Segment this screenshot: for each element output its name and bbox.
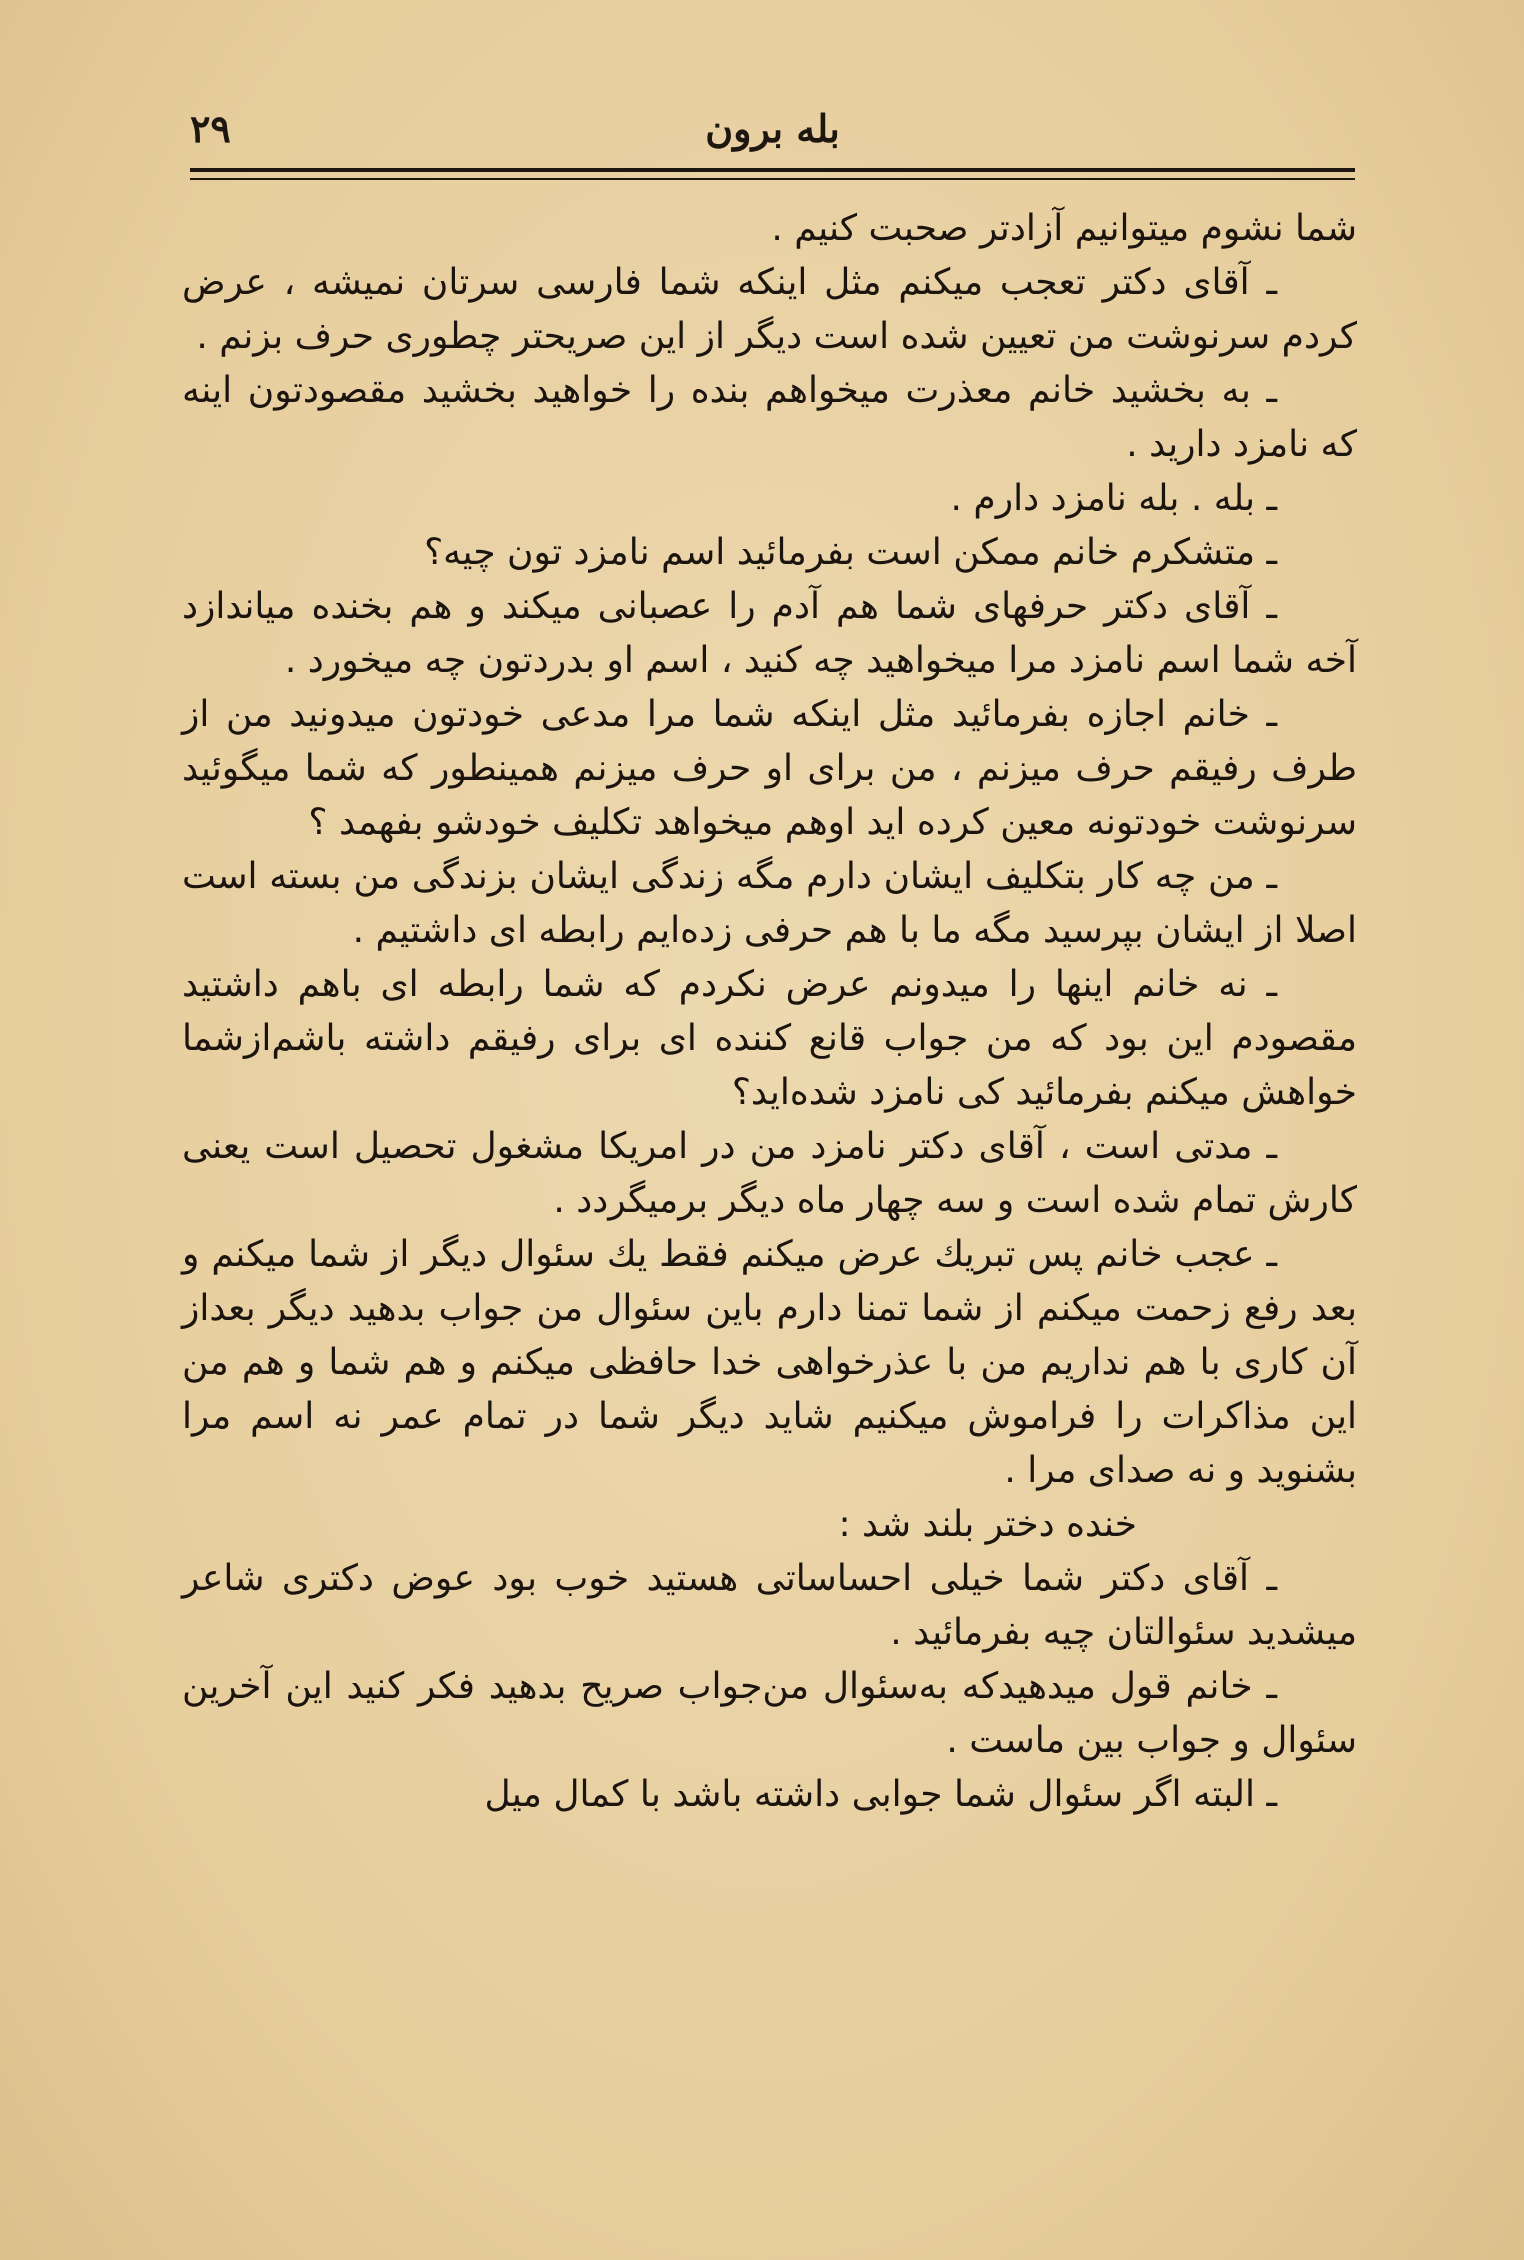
paragraph: ـ متشکرم خانم ممکن است بفرمائید اسم نامزد تون چیه؟ (424, 532, 1277, 573)
paragraph: ـ من چه کار بتکلیف ایشان دارم مگه زندگی ایشان بزندگی من بسته است اصلا از ایشان بپرسید مگه ما با هم حرفی زده‌ایم رابطه ای داشتیم . (182, 856, 1357, 951)
page-number: ۲۹ (190, 106, 231, 151)
paragraph: ـ مدتی است ، آقای دکتر نامزد من در امریکا مشغول تحصیل است یعنی کارش تمام شده است و سه چهار ماه دیگر برمیگردد . (182, 1126, 1357, 1221)
paragraph: خنده دختر بلند شد : (838, 1504, 1137, 1545)
header-rule-thick (190, 168, 1355, 172)
paragraph: ـ نه خانم اینها را میدونم عرض نکردم که شما رابطه ای باهم داشتید مقصودم این بود که من جواب قانع کننده ای برای رفیقم داشته باشم‌ازشما خواهش میکنم بفرمائید کی نامزد شده‌اید؟ (182, 964, 1357, 1113)
paragraph: شما نشوم میتوانیم آزادتر صحبت کنیم . (771, 208, 1357, 249)
body-text (182, 202, 1357, 1822)
paragraph: ـ خانم اجازه بفرمائید مثل اینکه شما مرا مدعی خودتون میدونید من از طرف رفیقم حرف میزنم ، من برای او حرف میزنم همینطور که شما میگوئید سرنوشت خودتونه معین کرده اید اوهم میخواهد تکلیف خودشو بفهمد ؟ (182, 694, 1357, 843)
paragraph: ـ خانم قول میدهیدکه به‌سئوال من‌جواب صریح بدهید فکر کنید این آخرین سئوال و جواب بین ماست . (182, 1666, 1357, 1761)
paragraph: ـ به بخشید خانم معذرت میخواهم بنده را خواهید بخشید مقصودتون اینه که نامزد دارید . (182, 370, 1357, 465)
paragraph: ـ آقای دکتر شما خیلی احساساتی هستید خوب بود عوض دکتری شاعر میشدید سئوالتان چیه بفرمائید . (182, 1558, 1357, 1653)
paragraph: ـ آقای دکتر تعجب میکنم مثل اینکه شما فارسی سرتان نمیشه ، عرض کردم سرنوشت من تعیین شده است دیگر از این صریحتر چطوری حرف بزنم . (182, 262, 1357, 357)
paragraph: ـ عجب خانم پس تبریك عرض میکنم فقط یك سئوال دیگر از شما میکنم و بعد رفع زحمت میکنم از شما تمنا دارم باین سئوال من جواب بدهید دیگر بعداز آن کاری با هم نداریم من با عذرخواهی خدا حافظی میکنم و هم شما و هم من این مذاکرات را فراموش میکنیم شاید دیگر شما در تمام عمر نه اسم مرا بشنوید و نه صدای مرا . (182, 1234, 1357, 1491)
running-title: بله برون (705, 106, 840, 151)
paragraph: ـ البته اگر سئوال شما جوابی داشته باشد با کمال میل (484, 1774, 1277, 1815)
paragraph: ـ بله . بله نامزد دارم . (950, 478, 1277, 519)
header-rule-thin (190, 178, 1355, 180)
paragraph: ـ آقای دکتر حرفهای شما هم آدم را عصبانی میکند و هم بخنده میاندازد آخه شما اسم نامزد مرا میخواهید چه کنید ، اسم او بدردتون چه میخورد . (182, 586, 1357, 681)
